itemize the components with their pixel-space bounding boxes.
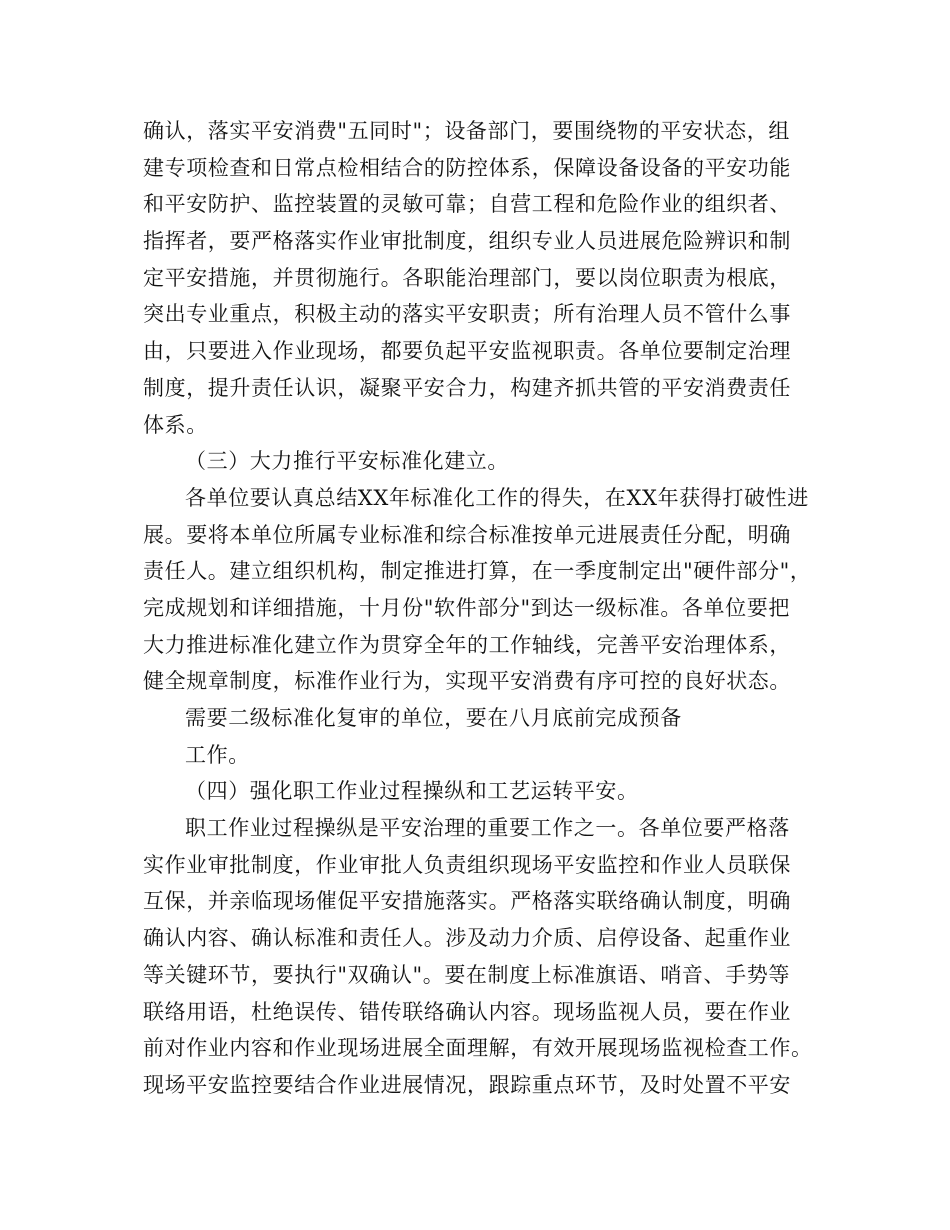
document-body	[143, 113, 823, 1104]
text-line: 体系。	[143, 412, 208, 437]
text-line: 互保，并亲临现场催促平安措施落实。严格落实联络确认制度，明确	[143, 889, 791, 914]
text-line: （四）强化职工作业过程操纵和工艺运转平安。	[185, 779, 639, 804]
text-line: 和平安防护、监控装置的灵敏可靠；自营工程和危险作业的组织者、	[143, 192, 791, 217]
text-line: 需要二级标准化复审的单位，要在八月底前完成预备	[185, 706, 682, 730]
text-line: 展。要将本单位所属专业标准和综合标准按单元进展责任分配，明确	[143, 522, 791, 547]
text-line: 等关键环节，要执行"双确认"。要在制度上标准旗语、哨音、手势等	[143, 962, 790, 987]
text-line: （三）大力推行平安标准化建立。	[185, 449, 509, 474]
text-line: 健全规章制度，标准作业行为，实现平安消费有序可控的良好状态。	[143, 669, 791, 694]
text-line: 制度，提升责任认识，凝聚平安合力，构建齐抓共管的平安消费责任	[143, 375, 791, 400]
text-line: 建专项检查和日常点检相结合的防控体系，保障设备设备的平安功能	[143, 155, 791, 180]
text-line: 各单位要认真总结XX年标准化工作的得失，在XX年获得打破性进	[185, 485, 809, 510]
text-line: 确认内容、确认标准和责任人。涉及动力介质、启停设备、起重作业	[143, 926, 791, 951]
text-line: 完成规划和详细措施，十月份"软件部分"到达一级标准。各单位要把	[143, 595, 790, 620]
text-line: 实作业审批制度，作业审批人负责组织现场平安监控和作业人员联保	[143, 852, 791, 877]
text-line: 大力推进标准化建立作为贯穿全年的工作轴线，完善平安治理体系，	[143, 632, 791, 657]
text-line: 现场平安监控要结合作业进展情况，跟踪重点环节，及时处置不平安	[143, 1072, 791, 1097]
text-line: 联络用语，杜绝误传、错传联络确认内容。现场监视人员，要在作业	[143, 999, 791, 1024]
text-line: 确认，落实平安消费"五同时"；设备部门，要围绕物的平安状态，组	[143, 119, 790, 143]
text-line: 定平安措施，并贯彻施行。各职能治理部门，要以岗位职责为根底，	[143, 265, 791, 290]
text-line: 突出专业重点，积极主动的落实平安职责；所有治理人员不管什么事	[143, 302, 791, 327]
text-line: 指挥者，要严格落实作业审批制度，组织专业人员进展危险辨识和制	[143, 229, 791, 254]
text-line: 由，只要进入作业现场，都要负起平安监视职责。各单位要制定治理	[143, 339, 791, 364]
text-line: 职工作业过程操纵是平安治理的重要工作之一。各单位要严格落	[185, 816, 790, 841]
text-line: 前对作业内容和作业现场进展全面理解，有效开展现场监视检查工作。	[143, 1036, 813, 1061]
text-line: 工作。	[185, 742, 250, 767]
text-line: 责任人。建立组织机构，制定推进打算，在一季度制定出"硬件部分"，	[143, 559, 812, 584]
